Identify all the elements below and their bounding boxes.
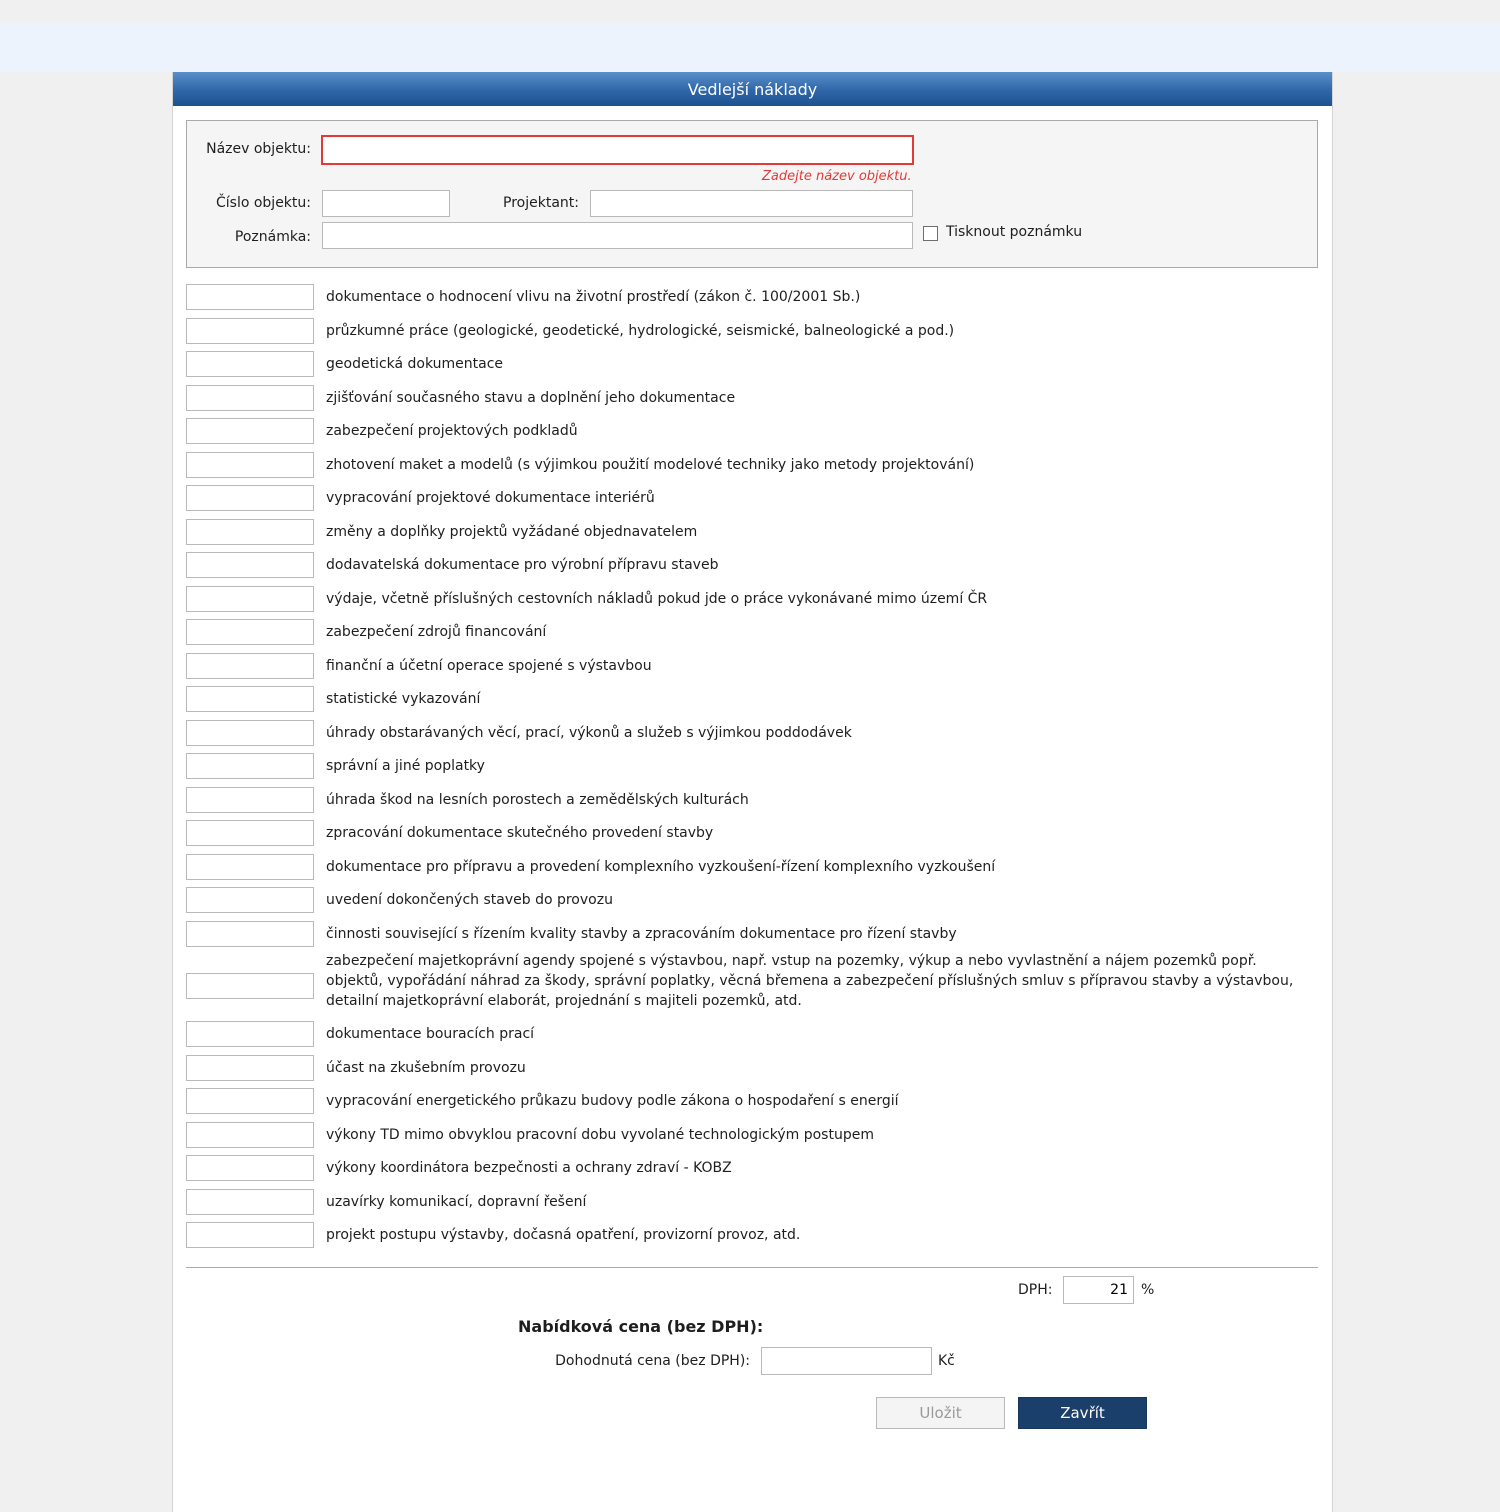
cost-item-row: [186, 786, 1316, 820]
cost-item-amount-field[interactable]: [186, 485, 314, 511]
cost-item-label: zabezpečení zdrojů financování: [326, 624, 547, 640]
cost-item-amount-field[interactable]: [186, 552, 314, 578]
cost-item-label: dokumentace bouracích prací: [326, 1026, 535, 1042]
cost-item-label: úhrady obstarávaných věcí, prací, výkonů a služeb s výjimkou poddodávek: [326, 724, 852, 741]
cost-item-row: [186, 484, 1316, 518]
cost-item-amount-field[interactable]: [186, 619, 314, 645]
cost-item-row: [186, 886, 1316, 920]
cost-item-row: [186, 920, 1316, 954]
currency-label: Kč: [938, 1353, 955, 1369]
close-button[interactable]: Zavřít: [1018, 1397, 1147, 1429]
cost-item-row: [186, 652, 1316, 686]
object-name-field[interactable]: [321, 135, 914, 165]
cost-item-label: uvedení dokončených staveb do provozu: [326, 892, 613, 908]
dialog-panel: [172, 72, 1333, 1512]
cost-item-amount-field[interactable]: [186, 854, 314, 880]
cost-item-label: geodetická dokumentace: [326, 356, 504, 372]
cost-item-label: výdaje, včetně příslušných cestovních nákladů pokud jde o práce vykonávané mimo území ČR: [326, 590, 988, 607]
cost-item-amount-field[interactable]: [186, 1189, 314, 1215]
cost-item-row: [186, 853, 1316, 887]
object-number-label: Číslo objektu:: [215, 195, 311, 211]
cost-item-row: [186, 1221, 1316, 1255]
cost-item-amount-field[interactable]: [186, 586, 314, 612]
cost-item-row: [186, 1087, 1316, 1121]
cost-item-label: správní a jiné poplatky: [326, 758, 485, 774]
cost-item-amount-field[interactable]: [186, 1122, 314, 1148]
cost-item-amount-field[interactable]: [186, 887, 314, 913]
vat-field[interactable]: [1063, 1276, 1134, 1304]
cost-item-label: zhotovení maket a modelů (s výjimkou použití modelové techniky jako metody projektování): [326, 456, 975, 473]
cost-item-label: dodavatelská dokumentace pro výrobní přípravu staveb: [326, 557, 719, 573]
cost-item-label: výkony koordinátora bezpečnosti a ochrany zdraví - KOBZ: [326, 1160, 732, 1176]
cost-item-label: dokumentace pro přípravu a provedení komplexního vyzkoušení-řízení komplexního vyzkoušení: [326, 858, 996, 875]
designer-field[interactable]: [590, 190, 913, 217]
object-header-box: [186, 120, 1318, 268]
cost-item-amount-field[interactable]: [186, 284, 314, 310]
cost-item-label: výkony TD mimo obvyklou pracovní dobu vyvolané technologickým postupem: [326, 1126, 874, 1143]
cost-item-label: průzkumné práce (geologické, geodetické, hydrologické, seismické, balneologické a pod.): [326, 322, 955, 339]
cost-item-amount-field[interactable]: [186, 787, 314, 813]
cost-item-row: [186, 685, 1316, 719]
cost-item-label: změny a doplňky projektů vyžádané objednavatelem: [326, 523, 698, 540]
cost-item-row: [186, 384, 1316, 418]
cost-item-label: dokumentace o hodnocení vlivu na životní prostředí (zákon č. 100/2001 Sb.): [326, 289, 861, 305]
cost-item-label: činnosti související s řízením kvality stavby a zpracováním dokumentace pro řízení stavby: [326, 925, 957, 942]
cost-item-row: [186, 1054, 1316, 1088]
cost-item-row: [186, 752, 1316, 786]
cost-item-row: [186, 518, 1316, 552]
cost-item-row: [186, 1188, 1316, 1222]
vat-unit: %: [1141, 1282, 1155, 1298]
top-gap: [0, 0, 1500, 23]
cost-item-label: vypracování projektové dokumentace interiérů: [326, 490, 655, 506]
cost-item-row: [186, 551, 1316, 585]
agreed-price-label: Dohodnutá cena (bez DPH):: [555, 1353, 750, 1369]
vat-label: DPH:: [1018, 1282, 1053, 1298]
cost-item-amount-field[interactable]: [186, 820, 314, 846]
cost-item-row: [186, 618, 1316, 652]
cost-item-row: [186, 819, 1316, 853]
cost-item-amount-field[interactable]: [186, 753, 314, 779]
cost-item-row: [186, 451, 1316, 485]
cost-item-amount-field[interactable]: [186, 418, 314, 444]
cost-item-amount-field[interactable]: [186, 921, 314, 947]
cost-item-row: [186, 1154, 1316, 1188]
cost-item-amount-field[interactable]: [186, 686, 314, 712]
cost-item-label: účast na zkušebním provozu: [326, 1059, 526, 1076]
note-label: Poznámka:: [234, 229, 311, 245]
cost-item-amount-field[interactable]: [186, 519, 314, 545]
cost-item-row: [186, 719, 1316, 753]
cost-item-row: [186, 953, 1316, 1020]
save-button[interactable]: Uložit: [876, 1397, 1005, 1429]
app-header-band: [0, 23, 1500, 72]
object-name-label: Název objektu:: [206, 141, 311, 157]
cost-item-row: [186, 317, 1316, 351]
cost-item-amount-field[interactable]: [186, 973, 314, 999]
cost-item-row: [186, 283, 1316, 317]
cost-item-label: statistické vykazování: [326, 691, 481, 707]
cost-item-amount-field[interactable]: [186, 351, 314, 377]
cost-item-amount-field[interactable]: [186, 385, 314, 411]
cost-item-label: zjišťování současného stavu a doplnění jeho dokumentace: [326, 389, 736, 406]
cost-item-label: finanční a účetní operace spojené s výstavbou: [326, 657, 652, 674]
cost-item-label: zabezpečení majetkoprávní agendy spojené s výstavbou, např. vstup na pozemky, výkup a nebo vyvlastnění a nájem pozemků popř. objektů, vypořádání náhrad za škody, správní poplatky, věcná břemena a zabezpečení příslušných smluv s přípravou stavby a výstavbou, detailní majetkoprávní elaborát, projednání s majiteli pozemků, atd.: [326, 953, 1294, 1009]
footer-separator: [186, 1267, 1318, 1268]
cost-item-row: [186, 350, 1316, 384]
cost-item-amount-field[interactable]: [186, 1222, 314, 1248]
cost-item-amount-field[interactable]: [186, 1088, 314, 1114]
object-number-field[interactable]: [322, 190, 450, 217]
cost-item-row: [186, 1020, 1316, 1054]
cost-item-row: [186, 417, 1316, 451]
cost-item-label: úhrada škod na lesních porostech a zemědělských kulturách: [326, 791, 749, 808]
dialog-title: Vedlejší náklady: [173, 72, 1332, 106]
designer-label: Projektant:: [503, 195, 579, 211]
cost-item-amount-field[interactable]: [186, 318, 314, 344]
object-name-error: Zadejte název objektu.: [762, 169, 912, 184]
cost-item-label: zpracování dokumentace skutečného provedení stavby: [326, 825, 714, 841]
cost-item-row: [186, 1121, 1316, 1155]
cost-item-label: zabezpečení projektových podkladů: [326, 423, 578, 439]
offer-price-label: Nabídková cena (bez DPH):: [518, 1317, 764, 1336]
cost-item-label: projekt postupu výstavby, dočasná opatření, provizorní provoz, atd.: [326, 1227, 801, 1243]
cost-item-label: vypracování energetického průkazu budovy podle zákona o hospodaření s energií: [326, 1093, 899, 1109]
cost-item-label: uzavírky komunikací, dopravní řešení: [326, 1193, 587, 1210]
print-note-label: Tisknout poznámku: [946, 224, 1083, 240]
cost-item-amount-field[interactable]: [186, 720, 314, 746]
cost-item-amount-field[interactable]: [186, 653, 314, 679]
cost-item-amount-field[interactable]: [186, 1155, 314, 1181]
cost-item-row: [186, 585, 1316, 619]
cost-item-amount-field[interactable]: [186, 1021, 314, 1047]
print-note-checkbox[interactable]: [923, 226, 938, 241]
agreed-price-field[interactable]: [761, 1347, 932, 1375]
cost-item-amount-field[interactable]: [186, 452, 314, 478]
note-field[interactable]: [322, 222, 913, 249]
cost-item-amount-field[interactable]: [186, 1055, 314, 1081]
